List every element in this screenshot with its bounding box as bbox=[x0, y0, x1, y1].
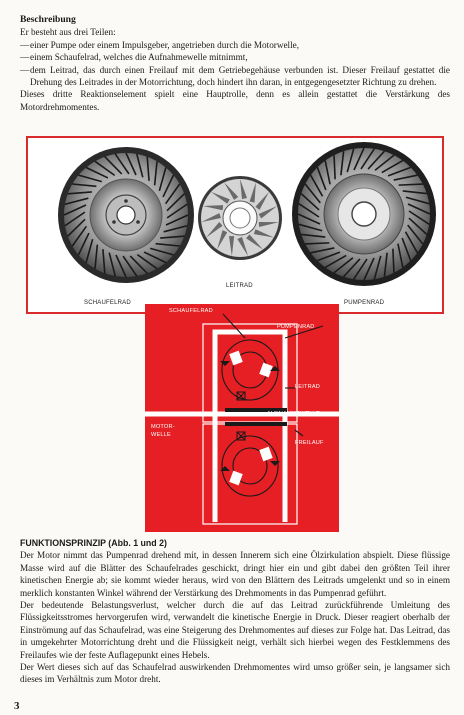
converter-cross-section-diagram bbox=[145, 304, 339, 532]
dash-marker: — bbox=[20, 39, 30, 50]
dash-marker: — bbox=[20, 52, 30, 63]
diagram-label-pumpenrad: PUMPENRAD bbox=[277, 324, 315, 330]
diagram-label-aufnahmewelle: AUFNAHMEWELLE bbox=[267, 411, 320, 417]
funktionsprinzip-para-2: Der bedeutende Belastungsverlust, welcher durch die auf das Leitrad zurückführende Umleitung des Flüssigkeitsstromes hervorgerufen wird, verwandelt die kinetische Energie in Druck. Dieser reagiert oberhalb der Einströmung auf das Schaufelrad, was eine Steigerung des Drehmomentes auf dieses zur Folge hat. Das Leitrad, das in umgekehrter Motorrichtung dreht und die Flüssigkeit neigt, verhält sich hierbei wegen des Festklemmens des Freilaufes wie der feste Auflagepunkt eines Hebels. bbox=[20, 600, 450, 660]
funktionsprinzip-heading: FUNKTIONSPRINZIP (Abb. 1 und 2) bbox=[20, 538, 167, 548]
list-item-text: dem Leitrad, das durch einen Freilauf mit dem Getriebegehäuse verbunden ist. Dieser Freilauf gestattet die Drehung des Leitrades in der Motorrichtung, doch hindert ihn daran, in entgegengesetzter Richtung zu drehen. bbox=[30, 64, 450, 88]
list-item-text: einem Schaufelrad, welches die Aufnahmewelle mitnimmt, bbox=[30, 52, 248, 63]
diagram-label-schaufelrad: SCHAUFELRAD bbox=[169, 308, 213, 314]
dash-marker: — bbox=[20, 64, 30, 75]
diagram-label-motorwelle-1: MOTOR- bbox=[151, 424, 175, 430]
schaufelrad-image bbox=[58, 147, 194, 283]
beschreibung-heading: Beschreibung bbox=[20, 14, 76, 25]
funktionsprinzip-para-1: Der Motor nimmt das Pumpenrad drehend mit, in dessen Innerem sich eine Ölzirkulation abspielt. Diese flüssige Masse wird auf die Blätter des Schaufelrades geschickt, dringt hier ein und gibt dabei den größten Teil ihrer kinetischen Energie ab; sie kommt wieder heraus, wird von den Blättern des Leitrads umgelenkt und so in einem merklich konstanten Winkel während der Verstärkung des Drehmoments in das Pumpenrad geführt. bbox=[20, 550, 450, 598]
diagram-label-motorwelle-2: WELLE bbox=[151, 432, 171, 438]
funktionsprinzip-section bbox=[20, 537, 450, 686]
page-number: 3 bbox=[14, 700, 20, 712]
beschreibung-intro: Er besteht aus drei Teilen: bbox=[20, 27, 116, 38]
photo-frame bbox=[26, 136, 444, 314]
funktionsprinzip-para-3: Der Wert dieses sich auf das Schaufelrad auswirkenden Drehmomentes wird umso größer sein, je langsamer sich dieses im Verhältnis zum Motor dreht. bbox=[20, 662, 450, 685]
caption-schaufelrad: SCHAUFELRAD bbox=[84, 300, 131, 306]
diagram-label-leitrad: LEITRAD bbox=[295, 384, 321, 390]
leitrad-image bbox=[198, 176, 282, 260]
list-item bbox=[20, 64, 450, 89]
list-item bbox=[20, 39, 450, 51]
caption-leitrad: LEITRAD bbox=[226, 283, 253, 289]
beschreibung-closing: Dieses dritte Reaktionselement spielt eine Hauptrolle, denn es allein gestattet die Verstärkung des Motordrehmomentes. bbox=[20, 89, 450, 112]
beschreibung-section bbox=[20, 14, 450, 113]
cross-section-drawing bbox=[145, 304, 339, 532]
list-item-text: einer Pumpe oder einem Impulsgeber, angetrieben durch die Motorwelle, bbox=[30, 39, 300, 50]
caption-pumpenrad: PUMPENRAD bbox=[344, 300, 385, 306]
pumpenrad-image bbox=[292, 142, 436, 286]
list-item bbox=[20, 51, 450, 63]
diagram-label-freilauf: FREILAUF bbox=[295, 440, 324, 446]
